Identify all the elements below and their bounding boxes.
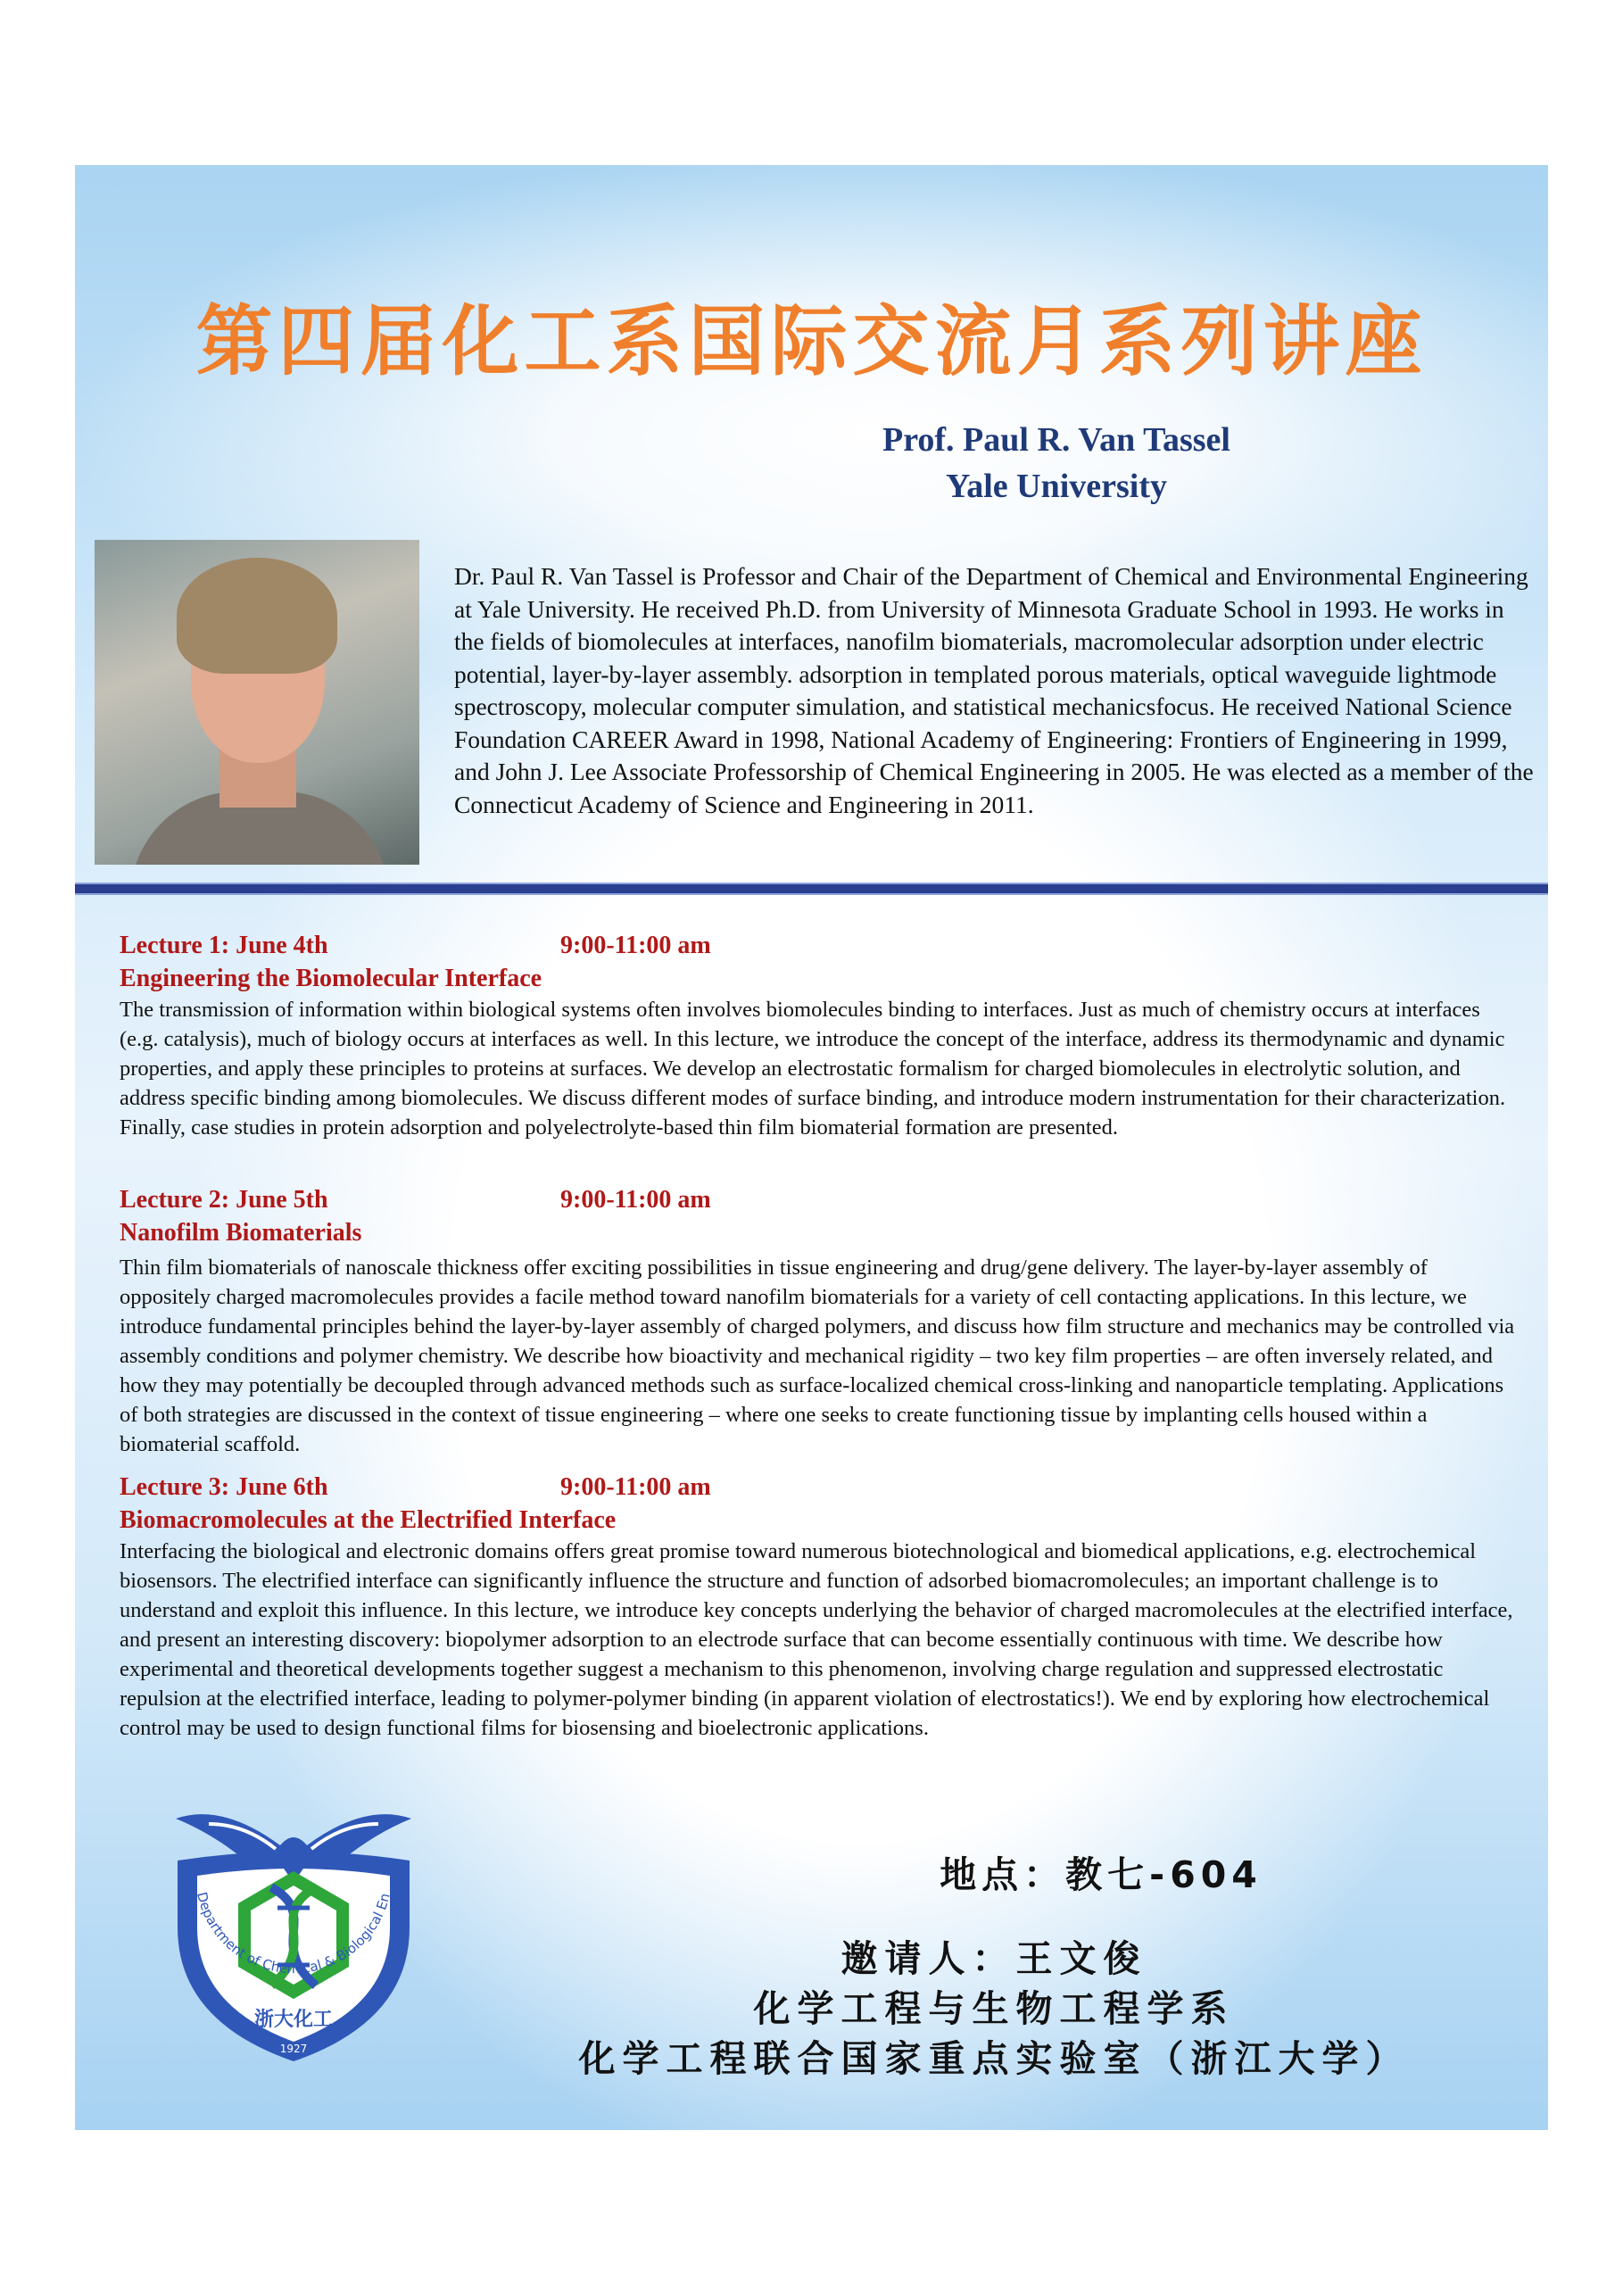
lecture-abstract: Thin film biomaterials of nanoscale thickness offer exciting possibilities in tissue engineering and drug/gene delivery. The layer-by-layer assembly of oppositely charged macromolecules provides a facile method toward nanofilm biomaterials for a variety of cell contacting applications. In this lecture, we introduce fundamental principles behind the layer-by-layer assembly of charged polymers, and discuss how film structure and mechanics may be controlled via assembly conditions and polymer chemistry. We describe how bioactivity and mechanical rigidity – two key film properties – are often inversely related, and how they may potentially be decoupled through advanced methods such as surface-localized chemical cross-linking and nanoparticle templating. Applications of both strategies are discussed in the context of tissue engineering – where one seeks to create functioning tissue by implanting cells housed within a biomaterial scaffold. <box>120 1256 1515 1456</box>
inviter: 邀请人：王文俊 <box>840 1937 1147 1980</box>
lecture-title: Engineering the Biomolecular Interface <box>120 965 542 992</box>
logo-year: 1927 <box>279 2043 308 2055</box>
speaker-affiliation: Yale University <box>945 468 1168 505</box>
venue: 地点：教七-604 <box>940 1853 1263 1896</box>
lecture-abstract: The transmission of information within biological systems often involves biomolecules binding to interfaces. Just as much of chemistry occurs at interfaces (e.g. catalysis), much of biology occurs at interfaces as well. In this lecture, we introduce the concept of the interface, address its thermodynamic and dynamic properties, and apply these principles to proteins at surfaces. We develop an electrostatic formalism for charged biomolecules in electrolytic solution, and address specific binding among biomolecules. We discuss different modes of surface binding, and introduce modern instrumentation for their characterization. Finally, case studies in protein adsorption and polyelectrolyte-based thin film biomaterial formation are presented. <box>120 998 1506 1140</box>
lecture-heading: Lecture 1: June 4th <box>120 932 328 959</box>
lecture-time: 9:00-11:00 am <box>560 1186 711 1214</box>
lab-name: 化学工程联合国家重点实验室（浙江大学） <box>578 2037 1410 2080</box>
department-name: 化学工程与生物工程学系 <box>753 1987 1235 2030</box>
lecture-heading: Lecture 3: June 6th <box>120 1473 328 1501</box>
lecture-heading: Lecture 2: June 5th <box>120 1186 328 1214</box>
lecture-2 <box>120 1184 1520 1459</box>
speaker-bio: Dr. Paul R. Van Tassel is Professor and Chair of the Department of Chemical and Environmental Engineering at Yale University. He received Ph.D. from University of Minnesota Graduate School in 1993. He works in the fields of biomolecules at interfaces, nanofilm biomaterials, macromolecular adsorption under electric potential, layer-by-layer assembly. adsorption in templated porous materials, optical waveguide lightmode spectroscopy, molecular computer simulation, and statistical mechanicsfocus. He received National Science Foundation CAREER Award in 1998, National Academy of Engineering: Frontiers of Engineering in 1999, and John J. Lee Associate Professorship of Chemical Engineering in 2005. He was elected as a member of the Connecticut Academy of Science and Engineering in 2011. <box>454 562 1534 818</box>
speaker-name: Prof. Paul R. Van Tassel <box>882 421 1230 459</box>
speaker-photo <box>95 540 419 865</box>
lecture-title: Biomacromolecules at the Electrified Interface <box>120 1506 617 1534</box>
lecture-abstract: Interfacing the biological and electronic domains offers great promise toward numerous biotechnological and biomedical applications, e.g. electrochemical biosensors. The electrified interface can significantly influence the structure and function of adsorbed biomacromolecules; an important challenge is to understand and exploit this influence. In this lecture, we introduce key concepts underlying the behavior of charged macromolecules at the electrified interface, and present an interesting discovery: biopolymer adsorption to an electrode surface that can become essentially continuous with time. We describe how experimental and theoretical developments together suggest a mechanism to this phenomenon, involving charge regulation and suppressed electrostatic repulsion at the electrified interface, leading to polymer-polymer binding (in apparent violation of electrostatics!). We end by exploring how electrochemical control may be used to design functional films for biosensing and bioelectronic applications. <box>120 1539 1513 1740</box>
lecture-time: 9:00-11:00 am <box>560 1473 711 1501</box>
lecture-title: Nanofilm Biomaterials <box>120 1219 362 1247</box>
section-divider <box>75 883 1548 895</box>
logo-ring-text: Department of Chemical & Biological En <box>193 1890 393 1977</box>
department-logo <box>160 1794 427 2066</box>
page-title: 第四届化工系国际交流月系列讲座 <box>195 297 1428 386</box>
lecture-1 <box>120 930 1520 1142</box>
logo-chinese-text: 浙大化工 <box>253 2009 334 2031</box>
lecture-time: 9:00-11:00 am <box>560 932 711 959</box>
lecture-3 <box>120 1471 1520 1743</box>
speaker-block <box>744 417 1369 510</box>
poster <box>75 165 1548 2130</box>
